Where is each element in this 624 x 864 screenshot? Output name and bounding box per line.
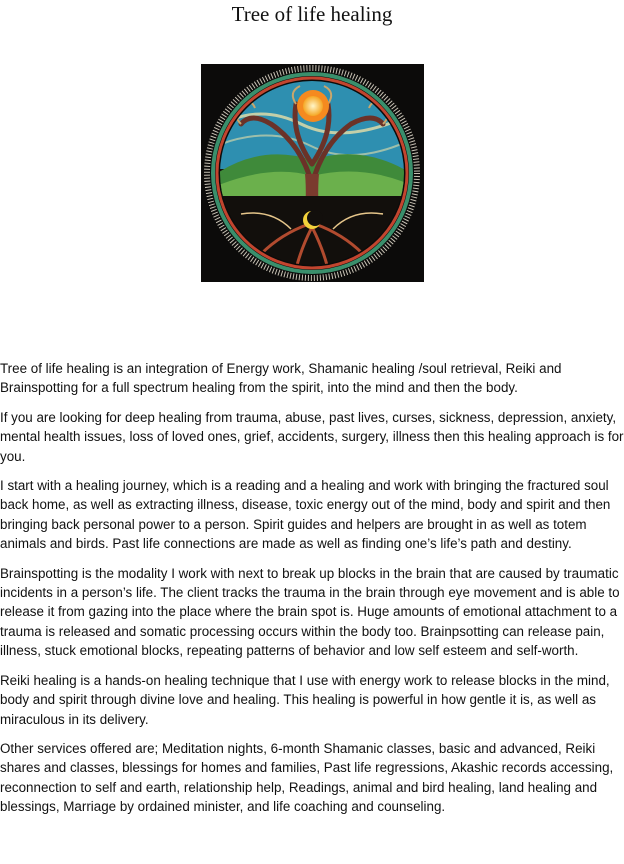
paragraph-other-services: Other services offered are; Meditation nights, 6-month Shamanic classes, basic and advanced, Reiki shares and classes, blessings for homes and families, Past life regressions, Akashic records accessing, reconnection to self and earth, relationship help, Readings, animal and bird healing, land healing and blessings, Marriage by ordained minister, and life coaching and counseling.	[0, 740, 614, 815]
paragraph-brainspotting: Brainspotting is the modality I work with next to break up blocks in the brain that are caused by traumatic incidents in a person’s life. The client tracks the trauma in the brain through eye movement and is able to release it from gazing into the place where the brain spot is. Huge amounts of emotional attachment to a trauma is released and somatic processing occurs within the body too. Brainpsotting can release pain, illness, stuck emotional blocks, repeating patterns of behavior and low self esteem and self-worth.	[0, 565, 620, 659]
paragraph-who-for: If you are looking for deep healing from trauma, abuse, past lives, curses, sickness, depression, anxiety, mental health issues, loss of loved ones, grief, accidents, surgery, illness then this healing approach is for you.	[0, 409, 624, 464]
paragraph-healing-journey: I start with a healing journey, which is a reading and a healing and work with bringing the fractured soul back home, as well as extracting illness, disease, toxic energy out of the mind, body and spirit and then bringing back personal power to a person. Spirit guides and helpers are brought in as well as totem animals and birds. Past life connections are made as well as finding one’s life’s path and destiny.	[0, 478, 611, 552]
paragraph-intro: Tree of life healing is an integration of Energy work, Shamanic healing /soul retrieval, Reiki and Brainspotting for a full spectrum healing from the spirit, into the mind and then the body.	[0, 361, 562, 396]
page-title: Tree of life healing	[231, 2, 393, 26]
article-body	[0, 359, 624, 827]
paragraph-reiki: Reiki healing is a hands-on healing technique that I use with energy work to release blocks in the mind, body and spirit through divine love and healing. This healing is powerful in how gentle it is, as well as miraculous in its delivery.	[0, 672, 610, 727]
tree-of-life-mandala-image	[201, 64, 424, 282]
